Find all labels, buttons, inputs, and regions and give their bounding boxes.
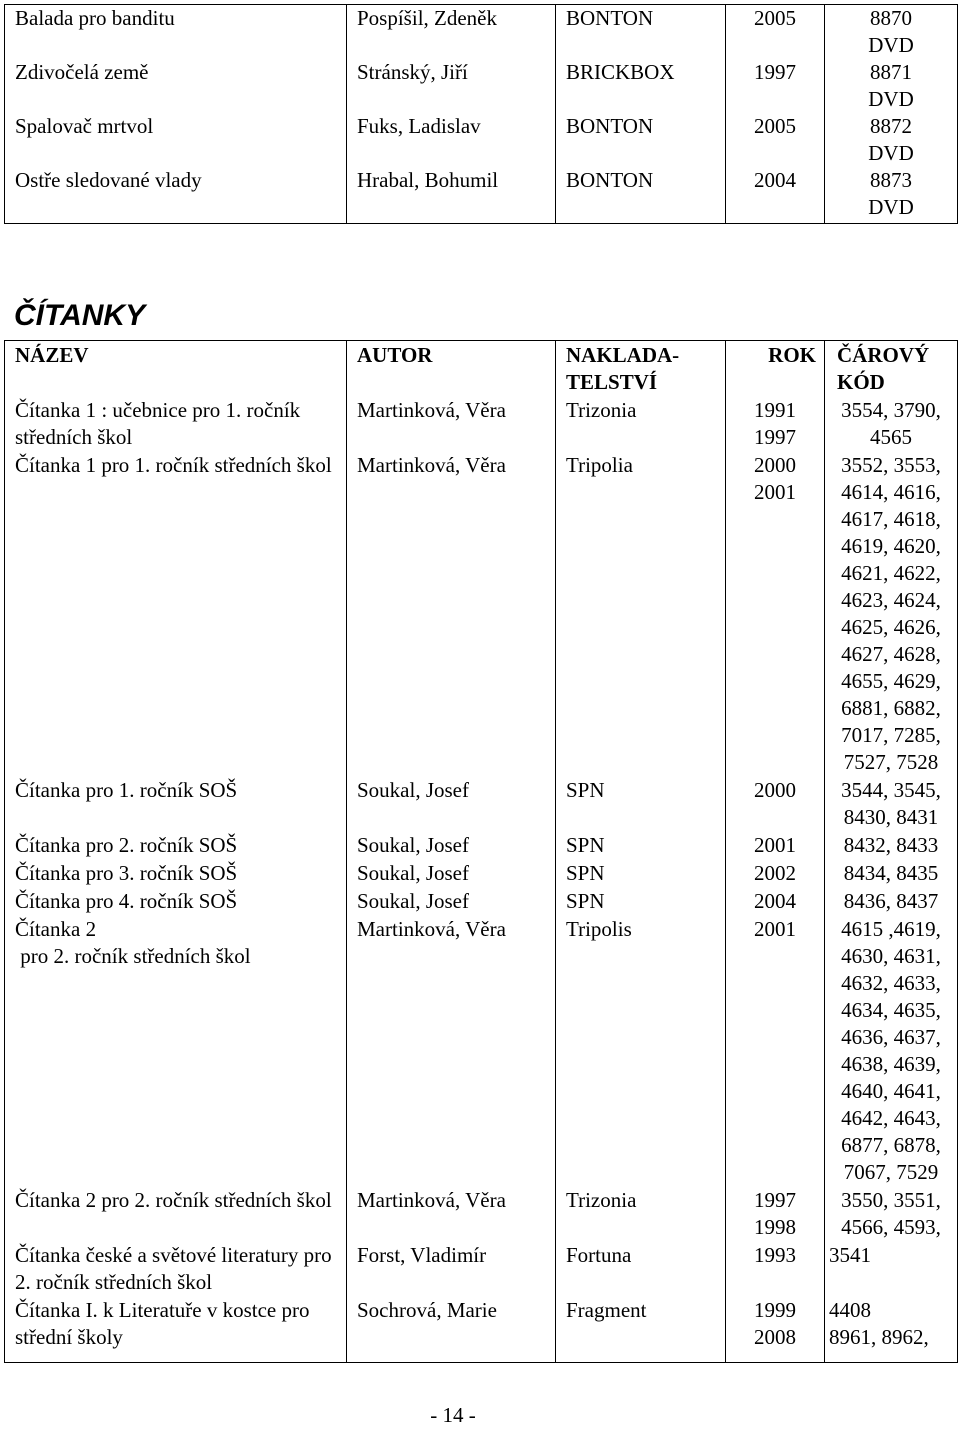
code-cell-line: 7017, 7285, xyxy=(841,723,941,747)
year-cell xyxy=(726,859,825,887)
year-cell xyxy=(726,1241,825,1296)
code-cell-line: 8873 xyxy=(870,168,912,192)
title-cell: Čítanka 1 pro 1. ročník středních škol xyxy=(5,451,347,776)
code-cell xyxy=(825,167,958,224)
year-cell xyxy=(726,915,825,1186)
publisher-cell: BRICKBOX xyxy=(556,59,726,113)
author-cell: Martinková, Věra xyxy=(347,451,556,776)
code-cell-line: 4614, 4616, xyxy=(841,480,941,504)
table-row xyxy=(5,1241,958,1296)
title-cell: Čítanka 2 pro 2. ročník středních škol xyxy=(5,1186,347,1241)
year-cell-line: 1997 xyxy=(754,425,796,449)
publisher-cell: Tripolis xyxy=(556,915,726,1186)
code-cell xyxy=(825,1186,958,1241)
publisher-cell: Fragment xyxy=(556,1296,726,1363)
code-cell-line: 8961, 8962, xyxy=(829,1325,929,1349)
year-cell-line: 2000 xyxy=(754,453,796,477)
code-cell-line: 8432, 8433 xyxy=(843,833,939,857)
code-cell-line: DVD xyxy=(868,33,914,57)
readers-table-body xyxy=(5,341,958,1363)
table-row xyxy=(5,451,958,776)
year-cell xyxy=(726,887,825,915)
header-publisher: NAKLADA-TELSTVÍ xyxy=(556,341,726,397)
header-author: AUTOR xyxy=(347,341,556,397)
title-cell-line: pro 2. ročník středních škol xyxy=(15,944,251,968)
year-cell-line: 1997 xyxy=(754,1188,796,1212)
title-cell: Ostře sledované vlady xyxy=(5,167,347,224)
code-cell-line: 4617, 4618, xyxy=(841,507,941,531)
year-cell-line: 1991 xyxy=(754,398,796,422)
code-cell-line: 8870 xyxy=(870,6,912,30)
code-cell-line: 4640, 4641, xyxy=(841,1079,941,1103)
dvd-table-body xyxy=(5,5,958,224)
code-cell-line: 4636, 4637, xyxy=(841,1025,941,1049)
author-cell: Martinková, Věra xyxy=(347,915,556,1186)
year-cell-line: 2004 xyxy=(754,889,796,913)
table-row xyxy=(5,167,958,224)
code-cell-line: 4566, 4593, xyxy=(841,1215,941,1239)
publisher-cell: Trizonia xyxy=(556,396,726,451)
author-cell: Fuks, Ladislav xyxy=(347,113,556,167)
code-cell-line: 4619, 4620, xyxy=(841,534,941,558)
year-cell-line: 2008 xyxy=(754,1325,796,1349)
code-cell-line: 4655, 4629, xyxy=(841,669,941,693)
publisher-cell: SPN xyxy=(556,776,726,831)
author-cell: Soukal, Josef xyxy=(347,831,556,859)
publisher-cell: SPN xyxy=(556,887,726,915)
title-cell: Čítanka pro 1. ročník SOŠ xyxy=(5,776,347,831)
code-cell xyxy=(825,1241,958,1296)
code-cell xyxy=(825,59,958,113)
table-header-row xyxy=(5,341,958,397)
dvd-table xyxy=(4,4,958,224)
title-cell: Čítanka 1 : učebnice pro 1. ročník středních škol xyxy=(5,396,347,451)
author-cell: Soukal, Josef xyxy=(347,887,556,915)
author-cell: Hrabal, Bohumil xyxy=(347,167,556,224)
code-cell-line: 3544, 3545, xyxy=(841,778,941,802)
code-cell-line: 4408 xyxy=(829,1298,871,1322)
code-cell-line: 4621, 4622, xyxy=(841,561,941,585)
code-cell xyxy=(825,776,958,831)
code-cell-line: 4632, 4633, xyxy=(841,971,941,995)
code-cell-line: DVD xyxy=(868,195,914,219)
table-row xyxy=(5,113,958,167)
title-cell: Zdivočelá země xyxy=(5,59,347,113)
code-cell xyxy=(825,887,958,915)
code-cell-line: 4627, 4628, xyxy=(841,642,941,666)
title-cell-line: Čítanka 2 xyxy=(15,917,97,941)
title-cell: Čítanka české a světové literatury pro 2. ročník středních škol xyxy=(5,1241,347,1296)
code-cell-line: 8436, 8437 xyxy=(843,889,939,913)
publisher-cell: BONTON xyxy=(556,167,726,224)
code-cell-line: 8871 xyxy=(870,60,912,84)
header-code: ČÁROVÝ KÓD xyxy=(825,341,958,397)
year-cell-line: 2001 xyxy=(754,480,796,504)
year-cell: 2004 xyxy=(726,167,825,224)
code-cell-line: 4623, 4624, xyxy=(841,588,941,612)
code-cell-line: 6877, 6878, xyxy=(841,1133,941,1157)
year-cell-line: 2001 xyxy=(754,833,796,857)
title-cell: Čítanka pro 4. ročník SOŠ xyxy=(5,887,347,915)
year-cell-line: 2001 xyxy=(754,917,796,941)
code-cell-line: 3554, 3790, xyxy=(841,398,941,422)
readers-table xyxy=(4,340,958,1363)
author-cell: Soukal, Josef xyxy=(347,776,556,831)
year-cell: 2005 xyxy=(726,113,825,167)
year-cell-line: 1993 xyxy=(754,1243,796,1267)
table-row xyxy=(5,1186,958,1241)
code-cell xyxy=(825,915,958,1186)
publisher-cell: BONTON xyxy=(556,113,726,167)
year-cell-line: 2002 xyxy=(754,861,796,885)
table-row xyxy=(5,887,958,915)
year-cell xyxy=(726,396,825,451)
table-row xyxy=(5,5,958,60)
year-cell-line: 1998 xyxy=(754,1215,796,1239)
code-cell xyxy=(825,1296,958,1363)
code-cell-line: 6881, 6882, xyxy=(841,696,941,720)
code-cell-line: 8872 xyxy=(870,114,912,138)
publisher-cell: Trizonia xyxy=(556,1186,726,1241)
table-row xyxy=(5,396,958,451)
section-heading: ČÍTANKY xyxy=(14,299,146,332)
title-cell: Balada pro banditu xyxy=(5,5,347,60)
author-cell: Pospíšil, Zdeněk xyxy=(347,5,556,60)
code-cell xyxy=(825,451,958,776)
author-cell: Martinková, Věra xyxy=(347,1186,556,1241)
author-cell: Forst, Vladimír xyxy=(347,1241,556,1296)
year-cell xyxy=(726,831,825,859)
title-cell: Čítanka I. k Literatuře v kostce pro střední školy xyxy=(5,1296,347,1363)
publisher-cell: SPN xyxy=(556,831,726,859)
header-year: ROK xyxy=(726,341,825,397)
year-cell: 1997 xyxy=(726,59,825,113)
publisher-cell: SPN xyxy=(556,859,726,887)
publisher-cell: Tripolia xyxy=(556,451,726,776)
code-cell-line: 4638, 4639, xyxy=(841,1052,941,1076)
year-cell-line: 2000 xyxy=(754,778,796,802)
code-cell-line: 8430, 8431 xyxy=(843,805,939,829)
code-cell-line: 4615 ,4619, xyxy=(841,917,941,941)
code-cell-line: DVD xyxy=(868,87,914,111)
publisher-cell: BONTON xyxy=(556,5,726,60)
page-number: - 14 - xyxy=(430,1403,476,1427)
code-cell-line: 3552, 3553, xyxy=(841,453,941,477)
code-cell-line: 7527, 7528 xyxy=(843,750,939,774)
year-cell xyxy=(726,1186,825,1241)
table-row xyxy=(5,915,958,1186)
year-cell xyxy=(726,776,825,831)
year-cell: 2005 xyxy=(726,5,825,60)
table-row xyxy=(5,1296,958,1363)
code-cell-line: 7067, 7529 xyxy=(843,1160,939,1184)
author-cell: Sochrová, Marie xyxy=(347,1296,556,1363)
code-cell-line: 8434, 8435 xyxy=(843,861,939,885)
code-cell xyxy=(825,5,958,60)
author-cell: Stránský, Jiří xyxy=(347,59,556,113)
code-cell-line: 3550, 3551, xyxy=(841,1188,941,1212)
code-cell-line: 4634, 4635, xyxy=(841,998,941,1022)
code-cell-line: DVD xyxy=(868,141,914,165)
table-row xyxy=(5,831,958,859)
table-row xyxy=(5,59,958,113)
code-cell-line: 4565 xyxy=(870,425,912,449)
title-cell: Čítanka pro 2. ročník SOŠ xyxy=(5,831,347,859)
code-cell xyxy=(825,831,958,859)
year-cell-line: 1999 xyxy=(754,1298,796,1322)
title-cell: Spalovač mrtvol xyxy=(5,113,347,167)
header-title: NÁZEV xyxy=(5,341,347,397)
code-cell-line: 4630, 4631, xyxy=(841,944,941,968)
title-cell: Čítanka pro 3. ročník SOŠ xyxy=(5,859,347,887)
code-cell xyxy=(825,396,958,451)
year-cell xyxy=(726,451,825,776)
author-cell: Soukal, Josef xyxy=(347,859,556,887)
table-row xyxy=(5,859,958,887)
code-cell-line: 3541 xyxy=(829,1243,871,1267)
title-cell xyxy=(5,915,347,1186)
code-cell xyxy=(825,113,958,167)
table-row xyxy=(5,776,958,831)
publisher-cell: Fortuna xyxy=(556,1241,726,1296)
author-cell: Martinková, Věra xyxy=(347,396,556,451)
code-cell-line: 4625, 4626, xyxy=(841,615,941,639)
code-cell xyxy=(825,859,958,887)
year-cell xyxy=(726,1296,825,1363)
code-cell-line: 4642, 4643, xyxy=(841,1106,941,1130)
